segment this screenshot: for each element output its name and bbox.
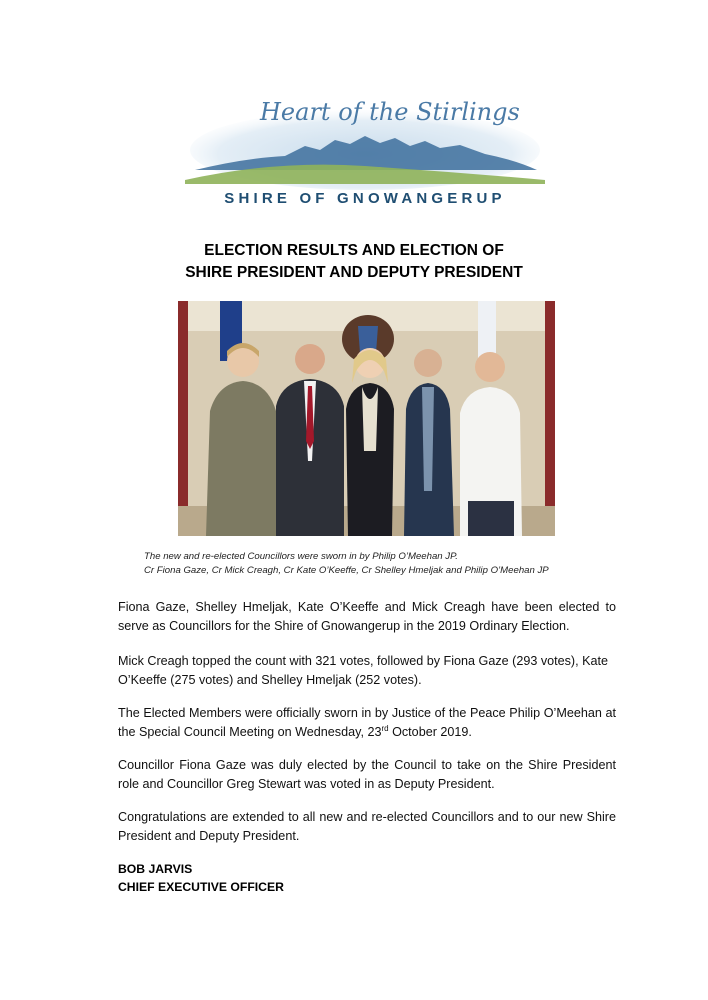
signature-block <box>118 860 284 896</box>
photo-illustration <box>178 301 555 536</box>
swearing-in-date: October 2019. <box>388 724 472 739</box>
logo-graphic <box>185 88 545 193</box>
page-title <box>100 240 608 284</box>
title-line-1: ELECTION RESULTS AND ELECTION OF <box>204 242 504 259</box>
shire-name: SHIRE OF GNOWANGERUP <box>224 190 506 207</box>
paragraph-congratulations: Congratulations are extended to all new and re-elected Councillors and to our new Shire President and Deputy President. <box>118 810 616 843</box>
signoff-name: BOB JARVIS <box>118 862 193 876</box>
caption-line-2: Cr Fiona Gaze, Cr Mick Creagh, Cr Kate O’Keeffe, Cr Shelley Hmeljak and Philip O’Meehan JP <box>144 565 549 576</box>
title-line-2: SHIRE PRESIDENT AND DEPUTY PRESIDENT <box>185 264 523 281</box>
swearing-in-text: The Elected Members were officially sworn in by Justice of the Peace Philip O’Meehan at the Special Council Meeting on Wednesday, 23 <box>118 706 616 739</box>
curtain-left <box>178 301 188 536</box>
curtain-right <box>545 301 555 536</box>
photo-caption <box>144 550 614 578</box>
paragraph-swearing-in <box>118 704 616 741</box>
caption-line-1: The new and re-elected Councillors were sworn in by Philip O’Meehan JP. <box>144 551 458 562</box>
date-suffix: rd <box>381 723 389 733</box>
councillors-photo <box>178 301 555 536</box>
paragraph-election-results: Fiona Gaze, Shelley Hmeljak, Kate O’Keeffe and Mick Creagh have been elected to serve as Councillors for the Shire of Gnowangerup in the 2019 Ordinary Election. <box>118 600 616 633</box>
signoff-role: CHIEF EXECUTIVE OFFICER <box>118 880 284 894</box>
person-3 <box>346 348 394 536</box>
paragraph-president-election: Councillor Fiona Gaze was duly elected by the Council to take on the Shire President role and Councillor Greg Stewart was voted in as Deputy President. <box>118 758 616 791</box>
logo-script-text: Heart of the Stirlings <box>260 98 520 126</box>
paragraph-vote-counts: Mick Creagh topped the count with 321 votes, followed by Fiona Gaze (293 votes), Kate O’Keeffe (275 votes) and Shelley Hmeljak (252 votes). <box>118 654 609 687</box>
